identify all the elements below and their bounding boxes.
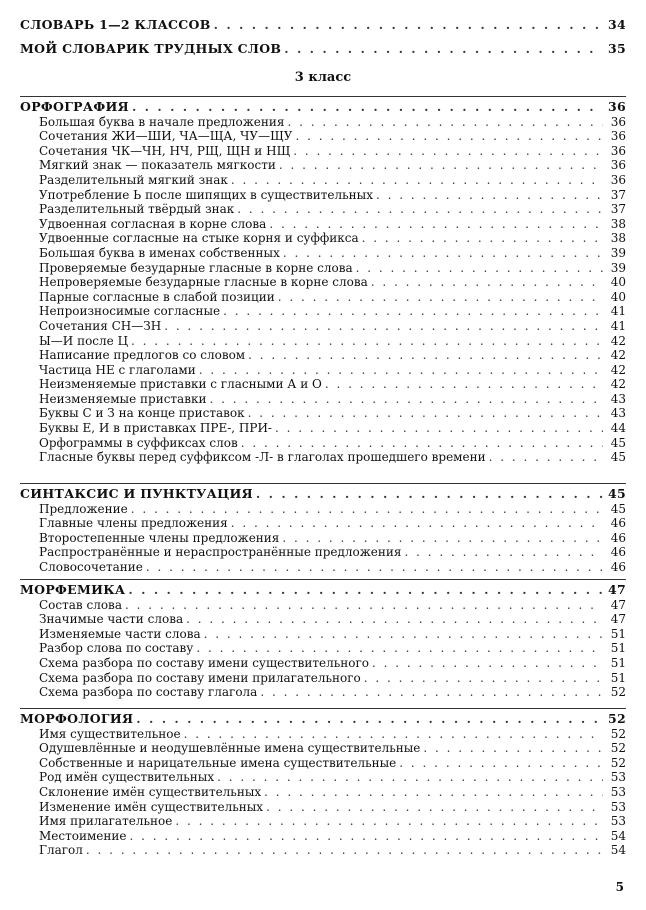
entry-page: 42	[610, 362, 626, 377]
entry-title: МОЙ СЛОВАРИК ТРУДНЫХ СЛОВ	[20, 41, 282, 56]
dot-leader	[260, 685, 603, 700]
entry-page: 47	[610, 612, 626, 627]
entry-page: 42	[610, 333, 626, 348]
entry-page: 39	[610, 245, 626, 260]
entry-page: 46	[610, 530, 626, 545]
dot-leader	[86, 843, 603, 858]
toc-entry	[20, 261, 626, 276]
entry-page: 54	[610, 828, 626, 843]
dot-leader	[372, 656, 603, 671]
dot-leader	[125, 598, 603, 613]
entry-page: 36	[608, 99, 626, 114]
toc-entry	[20, 770, 626, 785]
dot-leader	[282, 531, 603, 546]
entry-title: Местоимение	[39, 828, 127, 843]
entry-title: Разделительный твёрдый знак	[39, 202, 235, 217]
entry-page: 54	[610, 843, 626, 858]
section-morphology	[20, 708, 626, 858]
toc-entry	[20, 785, 626, 800]
entry-page: 40	[610, 275, 626, 290]
dot-leader	[186, 612, 603, 627]
toc-entry	[20, 217, 626, 232]
entry-title: Непроверяемые безударные гласные в корне слова	[39, 275, 368, 290]
entry-title: Собственные и нарицательные имена существительные	[39, 755, 397, 770]
entry-title: СЛОВАРЬ 1—2 КЛАССОВ	[20, 17, 211, 32]
entry-title: Употребление Ь после шипящих в существительных	[39, 187, 373, 202]
dot-leader	[223, 304, 603, 319]
entry-page: 45	[608, 486, 626, 501]
toc-entry	[20, 129, 626, 144]
entry-page: 53	[610, 784, 626, 799]
entry-page: 52	[610, 755, 626, 770]
toc-entry	[20, 800, 626, 815]
entry-title: Неизменяемые приставки	[39, 391, 207, 406]
section-heading	[20, 487, 626, 502]
entry-page: 52	[610, 741, 626, 756]
section-heading	[20, 712, 626, 727]
toc-entry	[20, 231, 626, 246]
toc-entry	[20, 319, 626, 334]
page-number: 5	[615, 880, 624, 894]
section-rule	[20, 483, 626, 484]
entry-page: 52	[610, 726, 626, 741]
toc-entry	[20, 671, 626, 686]
entry-title: Неизменяемые приставки с гласными А и О	[39, 377, 322, 392]
toc-entry	[20, 829, 626, 844]
top-entries	[20, 14, 626, 62]
entry-page: 53	[610, 799, 626, 814]
entry-page: 43	[610, 391, 626, 406]
toc-entry	[20, 685, 626, 700]
dot-leader	[231, 516, 603, 531]
entry-title: Предложение	[39, 501, 128, 516]
entry-page: 46	[610, 516, 626, 531]
dot-leader	[136, 712, 603, 727]
dot-leader	[371, 275, 603, 290]
entry-page: 47	[610, 597, 626, 612]
dot-leader	[287, 115, 603, 130]
dot-leader	[275, 421, 603, 436]
toc-entry	[20, 246, 626, 261]
entry-page: 52	[608, 711, 626, 726]
dot-leader	[128, 583, 603, 598]
entry-page: 45	[610, 501, 626, 516]
entry-page: 51	[610, 641, 626, 656]
entry-page: 41	[610, 304, 626, 319]
entry-title: Написание предлогов со словом	[39, 348, 246, 363]
dot-leader	[199, 363, 603, 378]
toc-entry	[20, 421, 626, 436]
entry-title: Мягкий знак — показатель мягкости	[39, 158, 276, 173]
entry-title: Ы—И после Ц	[39, 333, 129, 348]
toc-entry	[20, 363, 626, 378]
entry-page: 40	[610, 289, 626, 304]
entry-page: 39	[610, 260, 626, 275]
section-syntax	[20, 483, 626, 575]
dot-leader	[399, 756, 603, 771]
dot-leader	[279, 158, 603, 173]
toc-entry	[20, 545, 626, 560]
entry-title: Второстепенные члены предложения	[39, 530, 280, 545]
toc-entry	[20, 656, 626, 671]
entry-title: Имя прилагательное	[39, 814, 173, 829]
toc-entry	[20, 188, 626, 203]
entry-page: 53	[610, 814, 626, 829]
dot-leader	[293, 144, 603, 159]
toc-entry	[20, 348, 626, 363]
toc-entry	[20, 756, 626, 771]
dot-leader	[284, 38, 603, 60]
entry-title: ОРФОГРАФИЯ	[20, 99, 129, 114]
entry-title: Схема разбора по составу имени прилагательного	[39, 670, 361, 685]
entry-title: Большая буква в начале предложения	[39, 114, 285, 129]
entry-title: Сочетания СН—ЗН	[39, 318, 162, 333]
entry-title: Буквы Е, И в приставках ПРЕ-, ПРИ-	[39, 421, 272, 436]
entry-page: 51	[610, 670, 626, 685]
entry-title: Изменение имён существительных	[39, 799, 264, 814]
entry-page: 38	[610, 216, 626, 231]
dot-leader	[175, 814, 603, 829]
entry-title: Изменяемые части слова	[39, 626, 201, 641]
dot-leader	[283, 246, 603, 261]
entry-page: 34	[608, 17, 626, 32]
toc-entry	[20, 502, 626, 517]
toc-entry	[20, 727, 626, 742]
entry-page: 36	[610, 172, 626, 187]
toc-entry	[20, 115, 626, 130]
section-orthography	[20, 96, 626, 465]
dot-leader	[489, 450, 603, 465]
dot-leader	[132, 100, 603, 115]
dot-leader	[204, 627, 603, 642]
entry-title: Состав слова	[39, 597, 122, 612]
entry-title: Большая буква в именах собственных	[39, 245, 280, 260]
toc-entry	[20, 334, 626, 349]
entry-page: 45	[610, 450, 626, 465]
entry-title: Имя существительное	[39, 726, 181, 741]
dot-leader	[131, 502, 603, 517]
toc-entry	[20, 275, 626, 290]
dot-leader	[423, 741, 603, 756]
toc-entry	[20, 450, 626, 465]
dot-leader	[278, 290, 603, 305]
toc-entry	[20, 843, 626, 858]
dot-leader	[325, 377, 603, 392]
entry-title: МОРФОЛОГИЯ	[20, 711, 134, 726]
dot-leader	[356, 261, 603, 276]
dot-leader	[237, 202, 603, 217]
toc-entry	[20, 560, 626, 575]
entry-page: 51	[610, 626, 626, 641]
dot-leader	[217, 770, 603, 785]
entry-page: 44	[610, 421, 626, 436]
section-rule	[20, 579, 626, 580]
dot-leader	[295, 129, 603, 144]
entry-title: Гласные буквы перед суффиксом -Л- в глаголах прошедшего времени	[39, 450, 486, 465]
entry-title: Сочетания ЧК—ЧН, НЧ, РЩ, ЩН и НЩ	[39, 143, 291, 158]
dot-leader	[248, 348, 603, 363]
toc-entry	[20, 436, 626, 451]
entry-page: 41	[610, 318, 626, 333]
entry-title: Схема разбора по составу глагола	[39, 685, 258, 700]
entry-page: 47	[608, 582, 626, 597]
entry-title: МОРФЕМИКА	[20, 582, 126, 597]
entry-title: Разделительный мягкий знак	[39, 172, 228, 187]
section-heading	[20, 583, 626, 598]
entry-title: Склонение имён существительных	[39, 784, 262, 799]
entry-page: 35	[608, 41, 626, 56]
dot-leader	[130, 829, 603, 844]
section-morphemics	[20, 579, 626, 700]
dot-leader	[164, 319, 603, 334]
entry-title: Непроизносимые согласные	[39, 304, 221, 319]
entry-page: 46	[610, 545, 626, 560]
toc-entry	[20, 304, 626, 319]
toc-entry	[20, 158, 626, 173]
entry-page: 36	[610, 129, 626, 144]
dot-leader	[364, 671, 603, 686]
toc-entry	[20, 531, 626, 546]
entry-title: Проверяемые безударные гласные в корне слова	[39, 260, 353, 275]
toc-entry	[20, 641, 626, 656]
toc-entry	[20, 627, 626, 642]
dot-leader	[241, 436, 603, 451]
entry-page: 38	[610, 231, 626, 246]
toc-entry	[20, 144, 626, 159]
entry-page: 52	[610, 685, 626, 700]
entry-page: 51	[610, 655, 626, 670]
entry-page: 37	[610, 187, 626, 202]
dot-leader	[269, 217, 603, 232]
toc-entry	[20, 741, 626, 756]
toc-entry-hard-words	[20, 38, 626, 60]
toc-entry	[20, 202, 626, 217]
entry-title: Орфограммы в суффиксах слов	[39, 435, 238, 450]
entry-page: 37	[610, 202, 626, 217]
dot-leader	[362, 231, 603, 246]
section-rule	[20, 708, 626, 709]
entry-title: Удвоенные согласные на стыке корня и суффикса	[39, 231, 359, 246]
section-rule	[20, 96, 626, 97]
entry-title: СИНТАКСИС И ПУНКТУАЦИЯ	[20, 486, 253, 501]
toc-entry	[20, 814, 626, 829]
entry-title: Разбор слова по составу	[39, 641, 194, 656]
dot-leader	[131, 334, 603, 349]
toc-entry	[20, 290, 626, 305]
dot-leader	[256, 487, 603, 502]
entry-page: 42	[610, 377, 626, 392]
toc-entry-dictionary-1-2	[20, 14, 626, 36]
entry-title: Буквы С и З на конце приставок	[39, 406, 245, 421]
dot-leader	[404, 545, 603, 560]
section-heading	[20, 100, 626, 115]
dot-leader	[184, 727, 603, 742]
toc-entry	[20, 377, 626, 392]
entry-title: Одушевлённые и неодушевлённые имена существительные	[39, 741, 421, 756]
entry-page: 36	[610, 114, 626, 129]
entry-page: 46	[610, 559, 626, 574]
entry-title: Сочетания ЖИ—ШИ, ЧА—ЩА, ЧУ—ЩУ	[39, 129, 293, 144]
entry-title: Род имён существительных	[39, 770, 215, 785]
dot-leader	[146, 560, 603, 575]
toc-entry	[20, 173, 626, 188]
dot-leader	[248, 406, 603, 421]
toc-entry	[20, 516, 626, 531]
dot-leader	[231, 173, 603, 188]
entry-title: Словосочетание	[39, 559, 143, 574]
toc-entry	[20, 406, 626, 421]
entry-page: 36	[610, 158, 626, 173]
toc-entry	[20, 392, 626, 407]
entry-title: Схема разбора по составу имени существительного	[39, 655, 369, 670]
entry-page: 43	[610, 406, 626, 421]
entry-title: Удвоенная согласная в корне слова	[39, 216, 267, 231]
entry-title: Частица НЕ с глаголами	[39, 362, 196, 377]
entry-page: 42	[610, 348, 626, 363]
grade-title: 3 класс	[294, 70, 352, 85]
dot-leader	[214, 14, 603, 36]
dot-leader	[264, 785, 603, 800]
dot-leader	[376, 188, 603, 203]
toc-entry	[20, 612, 626, 627]
entry-title: Глагол	[39, 843, 83, 858]
entry-page: 53	[610, 770, 626, 785]
dot-leader	[196, 641, 603, 656]
dot-leader	[266, 800, 603, 815]
entry-title: Значимые части слова	[39, 612, 184, 627]
entry-title: Распространённые и нераспространённые предложения	[39, 545, 402, 560]
dot-leader	[209, 392, 603, 407]
entry-page: 45	[610, 435, 626, 450]
toc-entry	[20, 598, 626, 613]
entry-title: Парные согласные в слабой позиции	[39, 289, 275, 304]
entry-page: 36	[610, 143, 626, 158]
entry-title: Главные члены предложения	[39, 516, 228, 531]
